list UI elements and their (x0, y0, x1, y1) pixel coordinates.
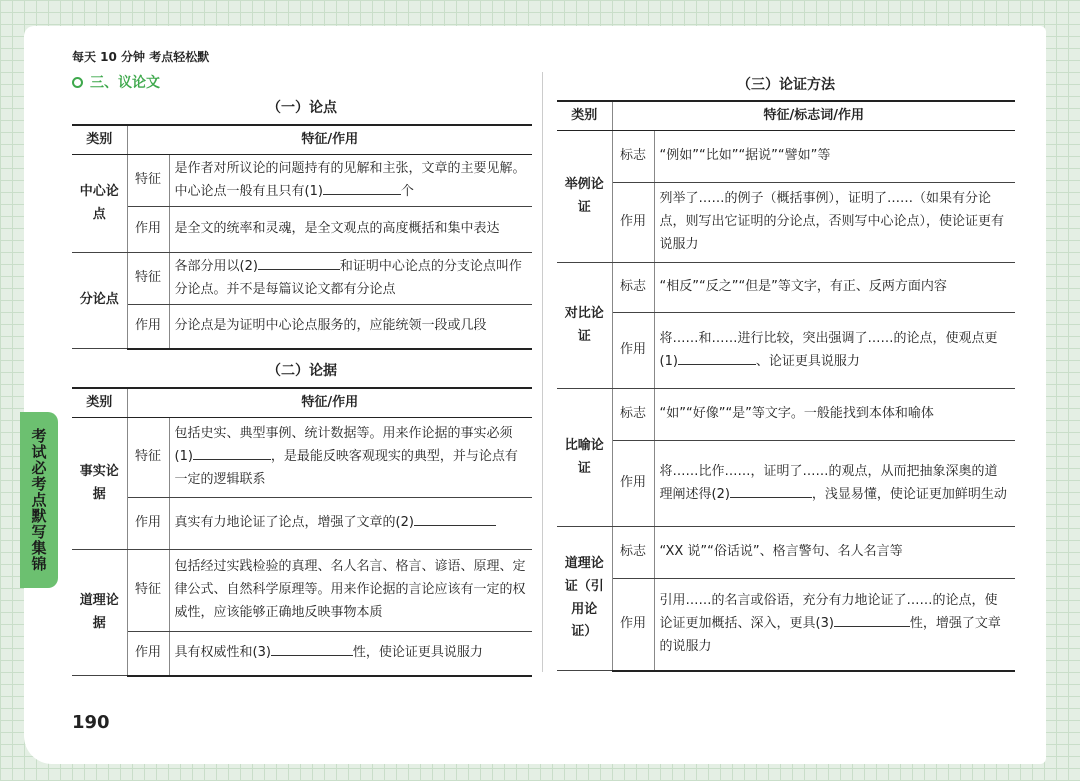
fill-blank[interactable] (258, 257, 340, 270)
table3-cell: 列举了……的例子（概括事例），证明了……（如果有分论点，则写出它证明的分论点，否则写中心论点），使论证更有说服力 (654, 183, 1015, 263)
table3-header-category: 类别 (557, 101, 612, 131)
table3-cell: “XX 说”“俗话说”、格言警句、名人名言等 (654, 527, 1015, 579)
table3-cell: “例如”“比如”“据说”“譬如”等 (654, 131, 1015, 183)
table3-cat-reasoning: 道理论证（引用论证） (557, 527, 612, 671)
table2-cell: 具有权威性和(3) 性，使论证更具说服力 (169, 632, 532, 676)
table3-cat-contrast: 对比论证 (557, 263, 612, 389)
table3-sub: 标志 (612, 131, 654, 183)
table3-cat-example: 举例论证 (557, 131, 612, 263)
table2-cell: 包括史实、典型事例、统计数据等。用来作论据的事实必须(1) ，是最能反映客观现实的典型，并与论点有一定的逻辑联系 (169, 418, 532, 498)
side-tab: 考试必考点默写集锦 (20, 412, 58, 588)
table2 (72, 387, 532, 677)
fill-blank[interactable] (678, 352, 756, 365)
fill-blank[interactable] (414, 513, 496, 526)
table1-sub: 特征 (127, 253, 169, 305)
table1 (72, 124, 532, 350)
table3-header-description: 特征/标志词/作用 (612, 101, 1015, 131)
table2-sub: 特征 (127, 418, 169, 498)
table3-cell: “如”“好像”“是”等文字。一般能找到本体和喻体 (654, 389, 1015, 441)
table3-title: （三）论证方法 (737, 77, 835, 93)
bullet-icon (72, 77, 83, 88)
table3-cell: “相反”“反之”“但是”等文字，有正、反两方面内容 (654, 263, 1015, 313)
table1-cat-central: 中心论点 (72, 155, 127, 253)
table1-cat-sub-argument: 分论点 (72, 253, 127, 349)
section-heading-text: 三、议论文 (90, 75, 160, 91)
table3-cell: 引用……的名言或俗语，充分有力地论证了……的论点，使论证更加概括、深入，更具(3) 性，增强了文章的说服力 (654, 579, 1015, 671)
table3 (557, 100, 1015, 672)
fill-blank[interactable] (323, 182, 401, 195)
table2-sub: 特征 (127, 550, 169, 632)
table2-cat-fact: 事实论据 (72, 418, 127, 550)
table1-cell: 是全文的统率和灵魂，是全文观点的高度概括和集中表达 (169, 207, 532, 253)
column-divider (542, 72, 543, 672)
table3-sub: 作用 (612, 441, 654, 527)
table2-sub: 作用 (127, 632, 169, 676)
table1-cell: 各部分用以(2) 和证明中心论点的分支论点叫作分论点。并不是每篇议论文都有分论点 (169, 253, 532, 305)
table2-cell: 真实有力地论证了论点，增强了文章的(2) (169, 498, 532, 550)
table2-cell: 包括经过实践检验的真理、名人名言、格言、谚语、原理、定律公式、自然科学原理等。用来作论据的言论应该有一定的权威性，应该能够正确地反映事物本质 (169, 550, 532, 632)
table3-sub: 作用 (612, 313, 654, 389)
table1-sub: 特征 (127, 155, 169, 207)
table1-title: （一）论点 (267, 100, 337, 116)
table1-header-category: 类别 (72, 125, 127, 155)
table1-sub: 作用 (127, 305, 169, 349)
table3-sub: 标志 (612, 263, 654, 313)
table2-title: （二）论据 (267, 363, 337, 379)
table3-cat-metaphor: 比喻论证 (557, 389, 612, 527)
page-number: 190 (72, 712, 110, 733)
table1-sub: 作用 (127, 207, 169, 253)
fill-blank[interactable] (193, 447, 271, 460)
table1-header-description: 特征/作用 (127, 125, 532, 155)
table3-sub: 标志 (612, 527, 654, 579)
table3-cell: 将……比作……，证明了……的观点，从而把抽象深奥的道理阐述得(2) ，浅显易懂，使论证更加鲜明生动 (654, 441, 1015, 527)
table3-sub: 作用 (612, 183, 654, 263)
table1-cell: 分论点是为证明中心论点服务的，应能统领一段或几段 (169, 305, 532, 349)
table1-cell: 是作者对所议论的问题持有的见解和主张，文章的主要见解。中心论点一般有且只有(1) 个 (169, 155, 532, 207)
table2-header-description: 特征/作用 (127, 388, 532, 418)
table2-sub: 作用 (127, 498, 169, 550)
running-header: 每天 10 分钟 考点轻松默 (72, 50, 210, 64)
table3-sub: 标志 (612, 389, 654, 441)
table2-cat-reason: 道理论据 (72, 550, 127, 676)
section-heading (72, 72, 160, 92)
table3-cell: 将……和……进行比较，突出强调了……的论点，使观点更(1) 、论证更具说服力 (654, 313, 1015, 389)
fill-blank[interactable] (834, 614, 910, 627)
fill-blank[interactable] (730, 485, 812, 498)
fill-blank[interactable] (271, 643, 353, 656)
table2-header-category: 类别 (72, 388, 127, 418)
table3-sub: 作用 (612, 579, 654, 671)
